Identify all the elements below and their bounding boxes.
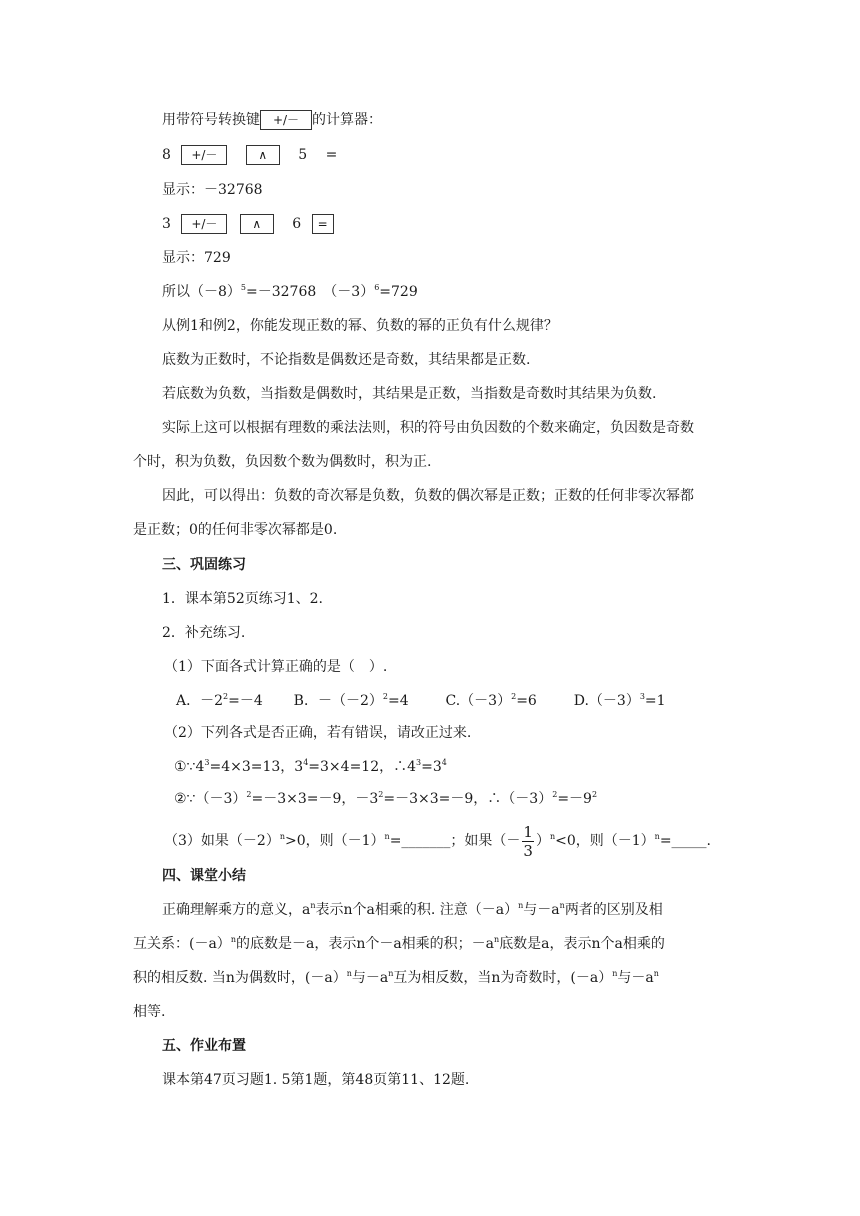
result-exponent: 6 [374,283,380,292]
math-text: =－3×3=－9，－3 [251,791,379,807]
option-text: A．－2 [176,693,224,709]
summary-exponent: n [310,901,316,910]
math-exponent: n [549,832,556,841]
option-text: =－4 [228,693,263,709]
math-exponent: 2 [591,790,598,799]
calc-result [162,282,418,302]
key-sequence-2 [162,214,334,234]
intro-text-end: 的计算器： [312,112,382,128]
summary-line-2 [133,934,665,954]
math-text: ②∵（－3） [174,791,247,807]
exercise-item-2: 2．补充练习. [162,625,246,641]
discussion-paragraph-4-cont: 是正数；0的任何非零次幂都是0. [133,522,338,538]
exercise-item-1: 1．课本第52页练习1、2. [162,591,323,607]
seq1-sign-key: +/－ [181,145,227,165]
seq1-equals: = [325,147,338,163]
display-1: 显示：－32768 [162,182,263,198]
math-exponent: 2 [246,790,252,799]
sign-key: +/－ [260,110,312,130]
math-text: =3×4=12，∴4 [308,759,417,775]
summary-text: 的底数是－a，表示n个－a相乘的积；－a [235,936,495,952]
section-3-heading: 三、巩固练习 [162,557,246,573]
summary-exponent: n [559,901,565,910]
summary-line-4: 相等. [133,1004,166,1020]
option-text: D.（－3） [573,693,640,709]
option-text: B．－（－2） [293,693,383,709]
option-exponent: 2 [223,692,229,701]
summary-text: 两者的区别及相 [564,902,663,918]
math-exponent: 2 [552,790,558,799]
math-text: =－3×3=－9，∴（－3） [383,791,553,807]
math-text: =_____. [659,833,712,849]
summary-text: 与－a [523,902,560,918]
option-exponent: 3 [639,692,645,701]
question-2: （2）下列各式是否正确，若有错误，请改正过来. [164,725,472,741]
seq1-power-key: ∧ [246,145,280,165]
section-4-heading: 四、课堂小结 [162,868,246,884]
option-b [294,693,409,709]
math-exponent: 4 [303,758,309,767]
seq1-exponent: 5 [298,147,308,163]
summary-text: 表示n个a相乘的积. 注意（－a） [315,902,519,918]
discussion-paragraph-1: 底数为正数时，不论指数是偶数还是奇数，其结果都是正数. [162,352,531,368]
discussion-paragraph-2: 若底数为负数，当指数是偶数时，其结果是正数，当指数是奇数时其结果为负数. [162,386,657,402]
question-2-line-1 [174,757,447,777]
calculator-intro [162,110,382,130]
summary-exponent: n [518,901,524,910]
fraction-denominator: 3 [523,841,533,860]
seq2-power-key: ∧ [240,214,274,234]
math-exponent: 2 [378,790,384,799]
math-exponent: 3 [204,758,210,767]
math-text: ①∵4 [174,759,205,775]
summary-text: 与－a [617,970,654,986]
summary-exponent: n [346,969,352,978]
math-text: =－9 [557,791,592,807]
summary-text: 积的相反数. 当n为偶数时，(－a） [133,970,347,986]
summary-text: 互关系：(－a） [133,936,231,952]
math-text: （3）如果（－2） [164,833,280,849]
summary-text: 互为相反数，当n为奇数时，(－a） [393,970,613,986]
math-text: ） [535,833,550,849]
math-text: >0，则（－1） [284,833,385,849]
option-text: =1 [644,693,666,709]
option-c [446,693,537,709]
seq2-sign-key: +/－ [181,214,227,234]
section-5-heading: 五、作业布置 [162,1038,246,1054]
summary-text: 与－a [351,970,389,986]
key-sequence-1 [162,145,337,165]
option-d [574,693,666,709]
discussion-paragraph-4: 因此，可以得出：负数的奇次幂是负数，负数的偶次幂是正数；正数的任何非零次幂都 [162,488,694,504]
math-text: <0，则（－1） [555,833,655,849]
discussion-question: 从例1和例2，你能发现正数的幂、负数的幂的正负有什么规律？ [162,318,558,334]
math-text: =3 [421,759,442,775]
option-text: =4 [387,693,409,709]
option-text: C.（－3） [445,693,512,709]
summary-line-1 [162,900,663,920]
option-text: =6 [516,693,537,709]
summary-exponent: n [653,969,659,978]
result-exponent: 5 [240,283,247,292]
result-part: =－32768 （－3） [246,284,375,300]
option-a [176,693,263,709]
summary-line-3 [133,968,659,988]
option-exponent: 2 [382,692,388,701]
math-exponent: 4 [441,758,447,767]
homework-text: 课本第47页习题1. 5第1题，第48页第11、12题. [162,1072,470,1088]
summary-exponent: n [494,935,500,944]
summary-exponent: n [612,969,618,978]
fraction-numerator: 1 [523,822,533,841]
summary-text: 正确理解乘方的意义，a [162,902,311,918]
math-exponent: 3 [416,758,422,767]
math-exponent: n [384,832,390,841]
question-2-line-2 [174,789,597,809]
seq2-exponent: 6 [292,216,302,232]
intro-text: 用带符号转换键 [162,112,260,128]
fraction [522,823,534,860]
discussion-paragraph-3-cont: 个时，积为负数，负因数个数为偶数时，积为正. [133,454,432,470]
question-3 [164,821,711,861]
discussion-paragraph-3: 实际上这可以根据有理数的乘法法则，积的符号由负因数的个数来确定，负因数是奇数 [162,420,694,436]
math-exponent: n [279,832,285,841]
result-part: =729 [379,284,418,300]
summary-text: 底数是a，表示n个a相乘的 [499,936,665,952]
question-1-options [176,691,666,711]
math-exponent: n [654,832,660,841]
summary-exponent: n [388,969,394,978]
result-part: 所以（－8） [162,284,241,300]
math-text: =_______；如果（－ [389,833,521,849]
math-text: =4×3=13，3 [209,759,304,775]
seq2-equals-key: = [312,214,334,234]
question-1: （1）下面各式计算正确的是（ ）. [164,659,388,675]
summary-exponent: n [230,935,236,944]
seq2-number: 3 [162,216,171,232]
display-2: 显示：729 [162,250,231,266]
seq1-number: 8 [162,147,171,163]
option-exponent: 2 [511,692,517,701]
